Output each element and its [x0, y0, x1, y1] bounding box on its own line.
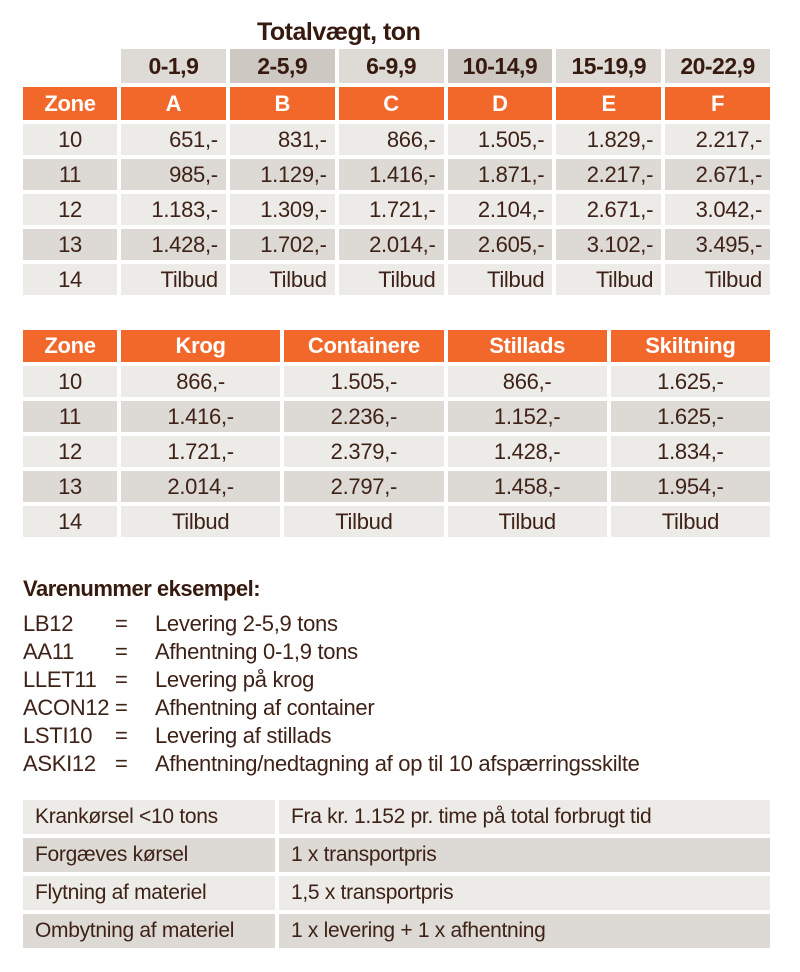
- price-cell: 1.416,-: [339, 159, 444, 190]
- price-cell: 1.183,-: [121, 194, 226, 225]
- charge-label-cell: Ombytning af materiel: [23, 914, 275, 948]
- weight-header-cell: 10-14,9: [448, 49, 553, 83]
- price-cell: 866,-: [121, 366, 280, 397]
- item-code: ACON12: [23, 695, 110, 720]
- zone-cell: 14: [23, 506, 117, 537]
- zone-letter-cell: B: [230, 87, 335, 120]
- item-code: LLET11: [23, 667, 97, 692]
- price-cell: 985,-: [121, 159, 226, 190]
- charge-value-cell: Fra kr. 1.152 pr. time på total forbrugt tid: [279, 800, 770, 834]
- zone-header-label: Zone: [23, 87, 117, 120]
- service-header-cell: Containere: [284, 330, 443, 362]
- price-cell: Tilbud: [611, 506, 770, 537]
- price-cell: 2.605,-: [448, 229, 553, 260]
- zone-letter-cell: D: [448, 87, 553, 120]
- price-cell: Tilbud: [284, 506, 443, 537]
- item-description: Afhentning/nedtagning af op til 10 afspærringsskilte: [155, 751, 640, 776]
- zone-cell: 10: [23, 124, 117, 155]
- item-description: Afhentning 0-1,9 tons: [155, 639, 358, 664]
- price-cell: Tilbud: [230, 264, 335, 295]
- price-cell: 2.217,-: [665, 124, 770, 155]
- item-code: LB12: [23, 611, 74, 636]
- price-cell: 2.797,-: [284, 471, 443, 502]
- price-cell: 1.625,-: [611, 401, 770, 432]
- item-description: Levering på krog: [155, 667, 315, 692]
- equals-sign: =: [115, 751, 128, 776]
- price-cell: 866,-: [339, 124, 444, 155]
- price-cell: 1.721,-: [121, 436, 280, 467]
- item-description: Levering af stillads: [155, 723, 332, 748]
- price-cell: 1.871,-: [448, 159, 553, 190]
- charge-value-cell: 1 x transportpris: [279, 838, 770, 872]
- service-price-table: [23, 330, 770, 537]
- price-cell: 831,-: [230, 124, 335, 155]
- zone-letter-cell: C: [339, 87, 444, 120]
- equals-sign: =: [115, 723, 128, 748]
- zone-cell: 12: [23, 436, 117, 467]
- zone-cell: 10: [23, 366, 117, 397]
- price-cell: 2.014,-: [339, 229, 444, 260]
- price-cell: Tilbud: [448, 506, 607, 537]
- price-cell: 866,-: [448, 366, 607, 397]
- charge-value-cell: 1 x levering + 1 x afhentning: [279, 914, 770, 948]
- weight-price-table: [23, 49, 770, 295]
- equals-sign: =: [115, 639, 128, 664]
- zone-letter-cell: E: [556, 87, 661, 120]
- price-cell: 1.834,-: [611, 436, 770, 467]
- service-header-cell: Stillads: [448, 330, 607, 362]
- weight-header-cell: 20-22,9: [665, 49, 770, 83]
- charge-label-cell: Flytning af materiel: [23, 876, 275, 910]
- weight-header-spacer: [23, 49, 117, 83]
- weight-header-cell: 0-1,9: [121, 49, 226, 83]
- price-cell: 3.495,-: [665, 229, 770, 260]
- equals-sign: =: [115, 611, 128, 636]
- price-cell: 1.129,-: [230, 159, 335, 190]
- weight-header-cell: 15-19,9: [556, 49, 661, 83]
- price-cell: 1.416,-: [121, 401, 280, 432]
- zone-cell: 13: [23, 229, 117, 260]
- price-cell: 2.014,-: [121, 471, 280, 502]
- zone-cell: 11: [23, 401, 117, 432]
- zone-letter-cell: F: [665, 87, 770, 120]
- price-cell: 1.702,-: [230, 229, 335, 260]
- extra-charges-table: [23, 800, 770, 948]
- price-cell: 1.625,-: [611, 366, 770, 397]
- price-cell: 1.428,-: [121, 229, 226, 260]
- price-cell: 1.505,-: [284, 366, 443, 397]
- charge-value-cell: 1,5 x transportpris: [279, 876, 770, 910]
- price-cell: 2.379,-: [284, 436, 443, 467]
- item-description: Afhentning af container: [155, 695, 375, 720]
- zone-cell: 11: [23, 159, 117, 190]
- equals-sign: =: [115, 695, 128, 720]
- price-cell: Tilbud: [121, 506, 280, 537]
- price-cell: 1.458,-: [448, 471, 607, 502]
- price-cell: Tilbud: [121, 264, 226, 295]
- weight-header-cell: 2-5,9: [230, 49, 335, 83]
- price-cell: 3.042,-: [665, 194, 770, 225]
- price-cell: 3.102,-: [556, 229, 661, 260]
- price-cell: 1.721,-: [339, 194, 444, 225]
- price-cell: Tilbud: [339, 264, 444, 295]
- weight-header-cell: 6-9,9: [339, 49, 444, 83]
- price-cell: 2.104,-: [448, 194, 553, 225]
- zone-cell: 12: [23, 194, 117, 225]
- zone-letter-cell: A: [121, 87, 226, 120]
- item-code: AA11: [23, 639, 74, 664]
- price-cell: 1.505,-: [448, 124, 553, 155]
- price-cell: Tilbud: [665, 264, 770, 295]
- item-code: ASKI12: [23, 751, 96, 776]
- price-cell: Tilbud: [448, 264, 553, 295]
- equals-sign: =: [115, 667, 128, 692]
- zone-cell: 13: [23, 471, 117, 502]
- price-cell: 1.152,-: [448, 401, 607, 432]
- zone-cell: 14: [23, 264, 117, 295]
- varenummer-title: Varenummer eksempel:: [23, 576, 261, 601]
- price-cell: 2.671,-: [665, 159, 770, 190]
- price-cell: 1.954,-: [611, 471, 770, 502]
- price-cell: 2.671,-: [556, 194, 661, 225]
- service-header-cell: Zone: [23, 330, 117, 362]
- price-cell: 1.428,-: [448, 436, 607, 467]
- varenummer-section: [23, 576, 783, 778]
- charge-label-cell: Krankørsel <10 tons: [23, 800, 275, 834]
- service-header-cell: Krog: [121, 330, 280, 362]
- charge-label-cell: Forgæves kørsel: [23, 838, 275, 872]
- price-cell: 651,-: [121, 124, 226, 155]
- price-cell: 2.236,-: [284, 401, 443, 432]
- item-code: LSTI10: [23, 723, 93, 748]
- price-cell: 1.829,-: [556, 124, 661, 155]
- item-description: Levering 2-5,9 tons: [155, 611, 338, 636]
- price-cell: 2.217,-: [556, 159, 661, 190]
- service-header-cell: Skiltning: [611, 330, 770, 362]
- price-cell: 1.309,-: [230, 194, 335, 225]
- price-cell: Tilbud: [556, 264, 661, 295]
- varenummer-list: [23, 610, 783, 778]
- page-title: Totalvægt, ton: [257, 18, 421, 46]
